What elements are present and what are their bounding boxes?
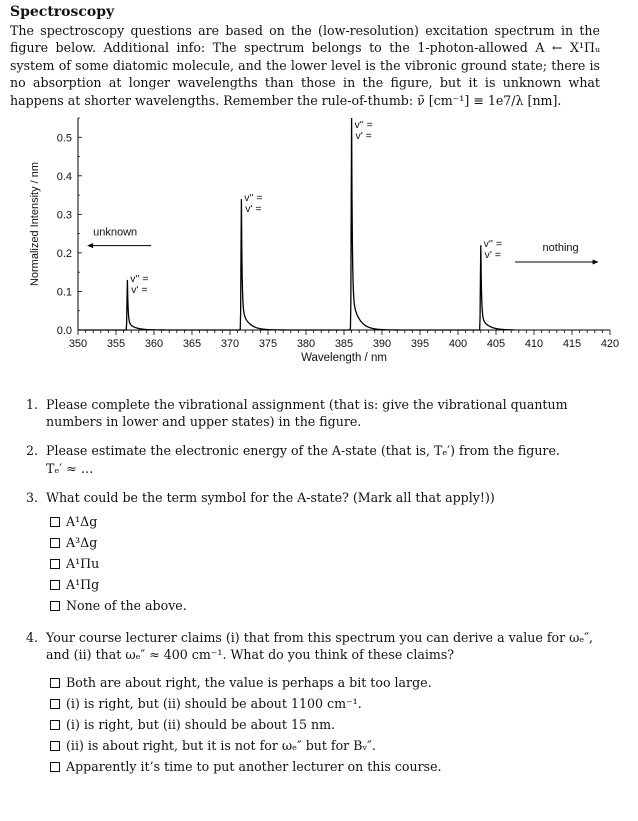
peak-label-v-upper: v' = <box>484 249 501 262</box>
checkbox[interactable] <box>50 580 60 590</box>
answer-options <box>50 673 606 778</box>
x-tick-label: 405 <box>486 338 506 350</box>
peak-label-v-lower: v'' = <box>244 191 263 204</box>
option-new-lecturer <box>50 757 606 778</box>
intro-paragraph: The spectroscopy questions are based on the (low-resolution) excitation spectrum in the figure below. Additional info: The spectrum belongs to the 1-photon-allowed A ← X¹Πᵤ system of some diatomic molecule, and the lower level is the vibronic ground state; there is no absorption at longer wavelengths than those in the figure, but it is unknown what happens at shorter wavelengths. Remember the rule-of-thumb: ν̃ [cm⁻¹] ≡ 1e7/λ [nm]. <box>10 23 600 108</box>
annotation-unknown: unknown <box>93 226 138 239</box>
x-tick-label: 355 <box>106 338 126 350</box>
question-1 <box>26 396 606 430</box>
checkbox[interactable] <box>50 559 60 569</box>
peak-label-v-lower: v'' = <box>354 119 373 131</box>
x-tick-label: 365 <box>182 338 202 350</box>
question-number: 4. <box>26 630 39 646</box>
x-tick-label: 410 <box>524 338 544 350</box>
checkbox[interactable] <box>50 741 60 751</box>
checkbox[interactable] <box>50 699 60 709</box>
checkbox[interactable] <box>50 517 60 527</box>
checkbox[interactable] <box>50 601 60 611</box>
option-a1-pi-u <box>50 554 606 575</box>
option-none <box>50 596 606 617</box>
option-a1-delta-g <box>50 512 606 533</box>
option-label: (ii) is about right, but it is not for ωₑ″ but for Bᵥ″. <box>66 738 376 754</box>
option-label: A¹Δg <box>66 514 98 530</box>
checkbox[interactable] <box>50 678 60 688</box>
x-tick-label: 360 <box>144 338 164 350</box>
x-axis-label: Wavelength / nm <box>301 352 387 364</box>
option-15nm <box>50 715 606 736</box>
question-number: 2. <box>26 443 39 459</box>
arrow-left-head <box>87 243 93 248</box>
spectrum-series-line <box>78 118 515 330</box>
x-tick-label: 350 <box>68 338 88 350</box>
page-title: Spectroscopy <box>10 4 115 20</box>
y-tick-label: 0.1 <box>56 286 72 299</box>
option-label: Apparently it’s time to put another lecturer on this course. <box>66 759 442 775</box>
option-a1-pi-g <box>50 575 606 596</box>
peak-label-v-lower: v'' = <box>483 238 502 251</box>
x-tick-label: 415 <box>562 338 582 350</box>
y-tick-label: 0.5 <box>56 132 72 145</box>
x-tick-label: 420 <box>600 338 620 350</box>
question-list <box>26 396 606 790</box>
question-text: What could be the term symbol for the A-state? (Mark all that apply!)) <box>46 489 495 505</box>
answer-options <box>50 512 606 617</box>
y-axis-label: Normalized Intensity / nm <box>29 161 41 287</box>
peak-label-v-upper: v' = <box>355 130 372 142</box>
question-text: Please complete the vibrational assignment (that is: give the vibrational quantum numbers in lower and upper states) in the figure. <box>46 397 568 430</box>
spectrum-chart <box>28 112 628 382</box>
peak-label-v-upper: v' = <box>131 283 148 296</box>
y-tick-label: 0.0 <box>56 325 72 337</box>
question-3 <box>26 489 606 617</box>
answer-prompt: Tₑ′ ≈ … <box>46 460 94 476</box>
option-1100 <box>50 694 606 715</box>
x-tick-label: 370 <box>220 338 240 350</box>
annotation-nothing: nothing <box>542 241 579 254</box>
y-tick-label: 0.2 <box>56 247 72 260</box>
option-label: (i) is right, but (ii) should be about 15 nm. <box>66 717 336 733</box>
question-number: 1. <box>26 397 39 412</box>
y-tick-label: 0.4 <box>56 170 72 183</box>
x-tick-label: 400 <box>448 338 468 350</box>
x-tick-label: 385 <box>334 338 354 350</box>
option-a3-delta-g <box>50 533 606 554</box>
spectrum-chart-svg <box>28 112 628 382</box>
x-tick-label: 375 <box>258 338 278 350</box>
option-label: (i) is right, but (ii) should be about 1100 cm⁻¹. <box>66 696 362 712</box>
y-tick-label: 0.3 <box>56 209 72 222</box>
option-label: A¹Πu <box>66 556 100 572</box>
option-label: Both are about right, the value is perhaps a bit too large. <box>66 675 432 691</box>
question-text: Please estimate the electronic energy of the A-state (that is, Tₑ′) from the figure. <box>46 443 560 459</box>
option-label: A¹Πg <box>66 577 100 593</box>
question-number: 3. <box>26 489 39 505</box>
option-label: None of the above. <box>66 598 187 614</box>
question-2 <box>26 442 606 476</box>
option-bv <box>50 736 606 757</box>
checkbox[interactable] <box>50 762 60 772</box>
peak-label-v-lower: v'' = <box>130 272 149 285</box>
checkbox[interactable] <box>50 720 60 730</box>
option-label: A³Δg <box>66 535 98 551</box>
x-tick-label: 395 <box>410 338 430 350</box>
x-tick-label: 390 <box>372 338 392 350</box>
arrow-right-head <box>593 259 599 264</box>
checkbox[interactable] <box>50 538 60 548</box>
x-tick-label: 380 <box>296 338 316 350</box>
option-both-right <box>50 673 606 694</box>
question-4 <box>26 629 606 778</box>
question-text: Your course lecturer claims (i) that from this spectrum you can derive a value for ωₑ″, and (ii) that ωₑ″ ≈ 400 cm⁻¹. What do you think of these claims? <box>46 630 593 663</box>
peak-label-v-upper: v' = <box>245 202 262 215</box>
